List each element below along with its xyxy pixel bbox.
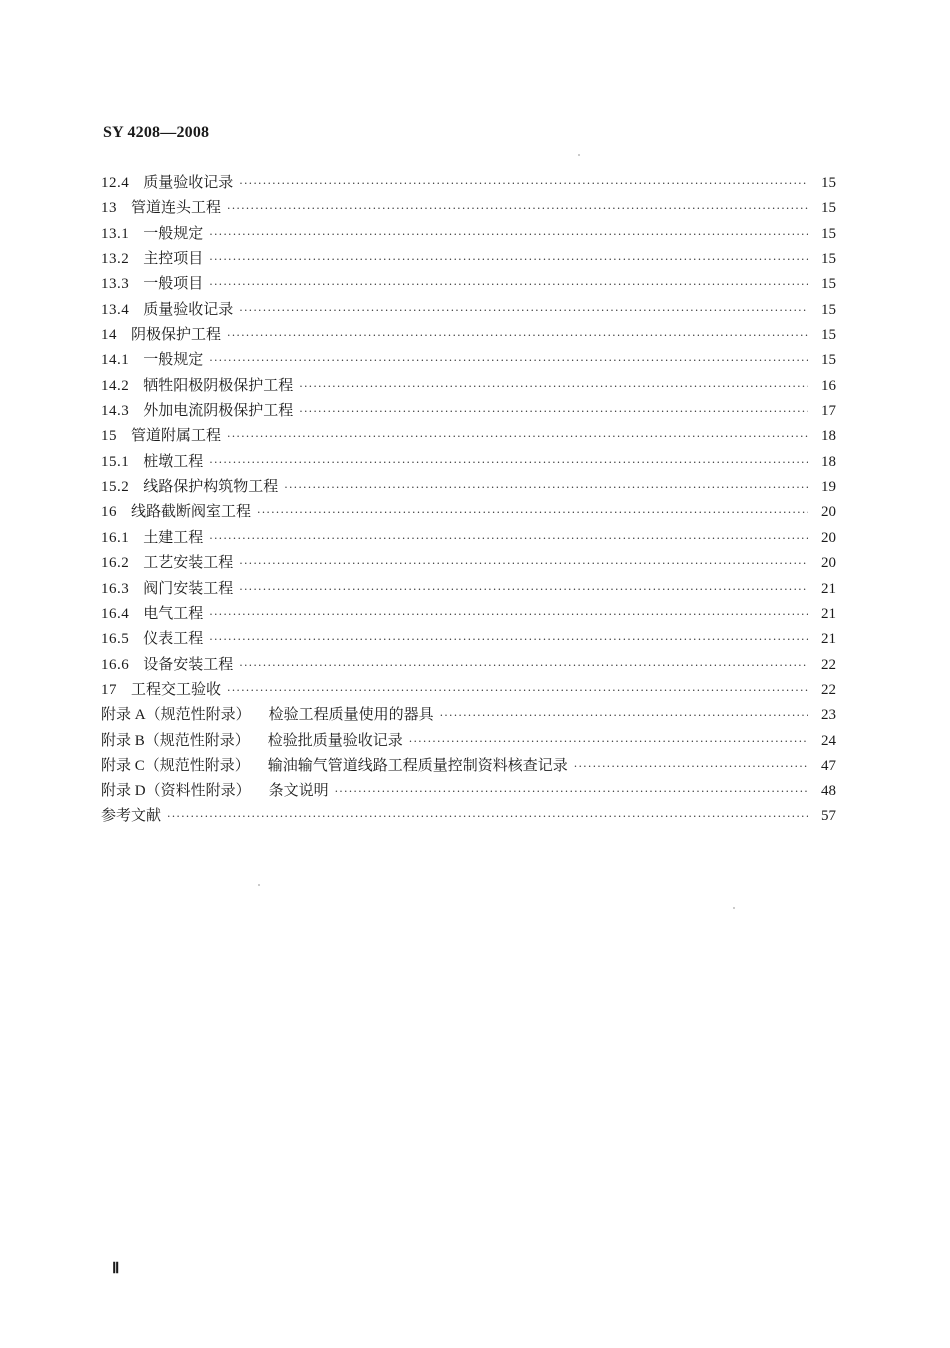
toc-entry-title: 阀门安装工程 xyxy=(143,578,234,597)
toc-entry-title: 工艺安装工程 xyxy=(143,553,234,572)
toc-entry xyxy=(101,804,836,829)
toc-entry-number: 13.4 xyxy=(101,301,130,318)
toc-entry xyxy=(101,753,836,778)
document-id-header: SY 4208—2008 xyxy=(103,124,210,141)
dot-leader xyxy=(574,754,808,779)
toc-entry xyxy=(101,474,836,499)
toc-entry-title: 阴极保护工程 xyxy=(131,325,222,344)
toc-entry-page: 15 xyxy=(821,225,836,242)
toc-entry-title: 仪表工程 xyxy=(143,629,204,648)
dot-leader xyxy=(335,779,808,804)
dot-leader xyxy=(209,526,808,551)
toc-entry xyxy=(101,195,836,220)
toc-entry-title: 一般规定 xyxy=(143,350,204,369)
dot-leader xyxy=(227,196,808,221)
toc-entry-number: 13.2 xyxy=(101,251,130,268)
toc-entry-number: 16.5 xyxy=(101,631,130,648)
dot-leader xyxy=(209,247,808,272)
toc-entry xyxy=(101,271,836,296)
toc-entry xyxy=(101,601,836,626)
toc-entry-number: 15 xyxy=(101,428,117,445)
toc-entry-title: 桩墩工程 xyxy=(143,451,204,470)
toc-entry-page: 18 xyxy=(821,453,836,470)
toc-entry-page: 15 xyxy=(821,327,836,344)
dot-leader xyxy=(239,551,808,576)
dot-leader xyxy=(257,500,808,525)
scan-speck xyxy=(733,907,735,909)
toc-entry-title: 输油输气管道线路工程质量控制资料核查记录 xyxy=(267,755,568,774)
dot-leader xyxy=(209,272,808,297)
dot-leader xyxy=(284,475,808,500)
toc-entry-number: 附录 C（规范性附录） xyxy=(101,757,250,774)
page-number-footer: Ⅱ xyxy=(112,1261,120,1277)
dot-leader xyxy=(227,424,808,449)
table-of-contents xyxy=(101,170,836,829)
toc-entry-title: 检验工程质量使用的器具 xyxy=(268,705,434,724)
toc-entry-number: 14.3 xyxy=(101,403,130,420)
toc-entry-number: 16 xyxy=(101,504,117,521)
toc-entry-title: 土建工程 xyxy=(143,527,204,546)
toc-entry-number: 14.1 xyxy=(101,352,130,369)
toc-entry-number: 附录 B（规范性附录） xyxy=(101,732,250,749)
toc-entry xyxy=(101,449,836,474)
toc-entry-page: 20 xyxy=(821,555,836,572)
dot-leader xyxy=(409,729,808,754)
toc-entry-page: 21 xyxy=(821,605,836,622)
toc-entry-page: 21 xyxy=(821,580,836,597)
toc-entry-number: 13.3 xyxy=(101,276,130,293)
toc-entry-page: 15 xyxy=(821,251,836,268)
toc-entry-page: 47 xyxy=(821,757,836,774)
toc-entry xyxy=(101,550,836,575)
toc-entry-page: 15 xyxy=(821,200,836,217)
toc-entry xyxy=(101,652,836,677)
toc-entry-page: 15 xyxy=(821,352,836,369)
toc-entry-number: 12.4 xyxy=(101,175,130,191)
scan-speck xyxy=(578,154,580,156)
toc-entry-page: 57 xyxy=(821,807,836,824)
toc-entry-title: 质量验收记录 xyxy=(143,173,234,191)
toc-entry-number: 14 xyxy=(101,327,117,344)
toc-entry-page: 16 xyxy=(821,377,836,394)
toc-entry-title: 设备安装工程 xyxy=(143,654,234,673)
toc-entry-title: 牺牲阳极阴极保护工程 xyxy=(143,375,294,394)
toc-entry-page: 18 xyxy=(821,428,836,445)
toc-entry-page: 48 xyxy=(821,783,836,800)
dot-leader xyxy=(239,171,808,196)
toc-entry-title: 电气工程 xyxy=(143,603,204,622)
toc-entry-title: 主控项目 xyxy=(143,249,204,268)
toc-entry-page: 15 xyxy=(821,175,836,191)
dot-leader xyxy=(227,323,808,348)
dot-leader xyxy=(209,222,808,247)
toc-entry-page: 23 xyxy=(821,707,836,724)
toc-entry-page: 24 xyxy=(821,732,836,749)
toc-entry-title: 质量验收记录 xyxy=(143,299,234,318)
dot-leader xyxy=(299,374,808,399)
toc-entry-number: 15.2 xyxy=(101,479,130,496)
toc-entry xyxy=(101,423,836,448)
toc-entry xyxy=(101,373,836,398)
dot-leader xyxy=(299,399,808,424)
toc-entry-number: 16.1 xyxy=(101,529,130,546)
toc-entry-title: 条文说明 xyxy=(268,781,329,800)
toc-entry-number: 附录 D（资料性附录） xyxy=(101,783,251,800)
dot-leader xyxy=(209,602,808,627)
toc-entry-title: 工程交工验收 xyxy=(131,679,222,698)
toc-entry xyxy=(101,728,836,753)
toc-entry-page: 15 xyxy=(821,276,836,293)
toc-entry xyxy=(101,499,836,524)
toc-entry-page: 20 xyxy=(821,529,836,546)
dot-leader xyxy=(239,298,808,323)
toc-entry-page: 21 xyxy=(821,631,836,648)
toc-entry-title: 一般项目 xyxy=(143,274,204,293)
toc-entry-number: 16.4 xyxy=(101,605,130,622)
toc-entry xyxy=(101,246,836,271)
toc-entry xyxy=(101,398,836,423)
toc-entry-title: 管道附属工程 xyxy=(131,426,222,445)
toc-entry-page: 22 xyxy=(821,681,836,698)
toc-entry xyxy=(101,702,836,727)
toc-entry-title: 外加电流阴极保护工程 xyxy=(143,401,294,420)
toc-entry xyxy=(101,677,836,702)
toc-entry-number: 15.1 xyxy=(101,453,130,470)
toc-entry xyxy=(101,347,836,372)
toc-entry xyxy=(101,626,836,651)
toc-entry xyxy=(101,576,836,601)
dot-leader xyxy=(167,804,808,829)
toc-entry-page: 19 xyxy=(821,479,836,496)
toc-entry-page: 20 xyxy=(821,504,836,521)
toc-entry-page: 22 xyxy=(821,656,836,673)
toc-entry-number: 16.3 xyxy=(101,580,130,597)
toc-entry xyxy=(101,297,836,322)
toc-entry-number: 13.1 xyxy=(101,225,130,242)
toc-entry-number: 13 xyxy=(101,200,117,217)
dot-leader xyxy=(209,450,808,475)
toc-entry-number: 附录 A（规范性附录） xyxy=(101,707,251,724)
toc-entry-page: 17 xyxy=(821,403,836,420)
dot-leader xyxy=(209,627,808,652)
toc-entry xyxy=(101,778,836,803)
toc-entry-title: 一般规定 xyxy=(143,223,204,242)
toc-entry-number: 16.6 xyxy=(101,656,130,673)
toc-entry-number: 17 xyxy=(101,681,117,698)
toc-entry xyxy=(101,170,836,195)
toc-entry-title: 管道连头工程 xyxy=(131,198,222,217)
scan-speck xyxy=(258,884,260,886)
toc-entry-number: 16.2 xyxy=(101,555,130,572)
toc-entry-title: 线路截断阀室工程 xyxy=(131,502,252,521)
toc-entry-title: 线路保护构筑物工程 xyxy=(143,477,279,496)
toc-entry xyxy=(101,525,836,550)
dot-leader xyxy=(209,348,808,373)
toc-entry-title: 检验批质量验收记录 xyxy=(267,730,403,749)
toc-entry xyxy=(101,322,836,347)
dot-leader xyxy=(227,678,808,703)
toc-entry-number: 14.2 xyxy=(101,377,130,394)
toc-entry-number: 参考文献 xyxy=(101,807,162,824)
toc-entry xyxy=(101,221,836,246)
dot-leader xyxy=(239,653,808,678)
dot-leader xyxy=(440,703,808,728)
dot-leader xyxy=(239,577,808,602)
toc-entry-page: 15 xyxy=(821,301,836,318)
